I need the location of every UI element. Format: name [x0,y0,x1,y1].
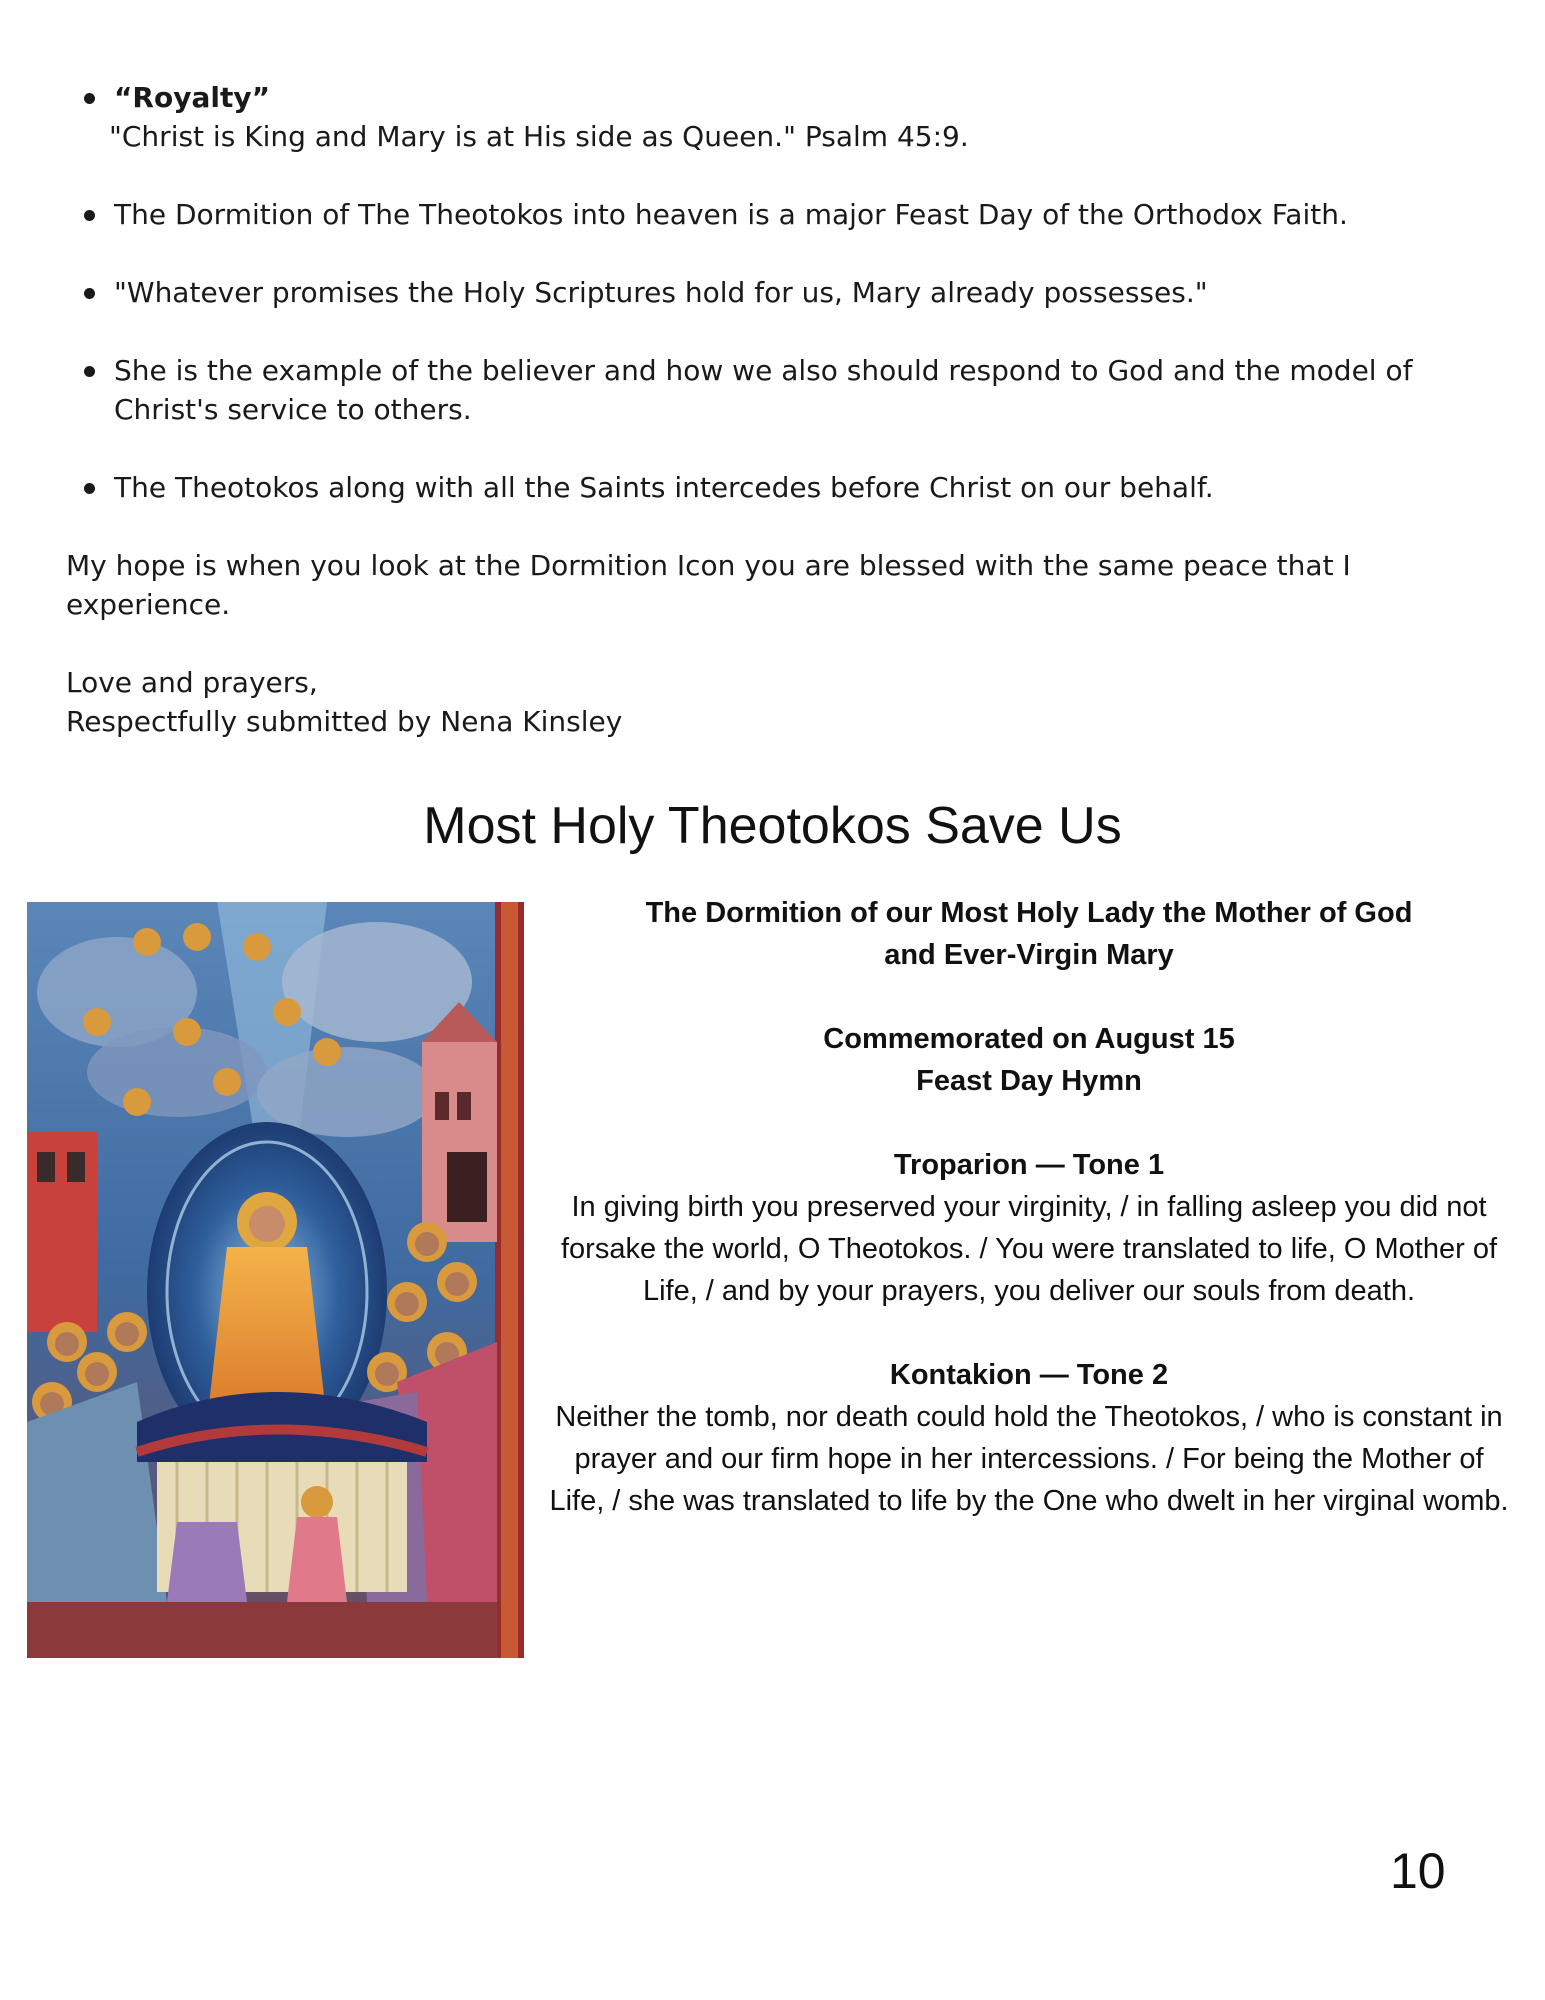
bullet-text: "Whatever promises the Holy Scriptures hold for us, Mary already possesses." [114,276,1208,309]
troparion-heading: Troparion — Tone 1 [893,1149,1165,1181]
bullet-text: She is the example of the believer and how we also should respond to God and the model of Christ's service to others. [114,354,1413,426]
bullet-dot [84,210,95,221]
bullet-dot [84,483,95,494]
bullet-text: The Theotokos along with all the Saints intercedes before Christ on our behalf. [114,471,1214,504]
bullet-dot [84,366,95,377]
page-number: 10 [1390,1843,1446,1899]
kontakion-text: Neither the tomb, nor death could hold the Theotokos, / who is constant in prayer and our firm hope in her intercessions. / For being the Mother of Life, / she was translated to life by the One who dwelt in her virginal womb. [549,1401,1509,1517]
troparion-text: In giving birth you preserved your virginity, / in falling asleep you did not forsake the world, O Theotokos. / You were translated to life, O Mother of Life, / and by your prayers, you deliver our souls from death. [560,1191,1497,1307]
hymn-title-line-2: and Ever-Virgin Mary [884,939,1174,971]
bullet-item [66,351,1506,429]
section-heading: Most Holy Theotokos Save Us [423,797,1122,855]
bullet-item-royalty [66,78,1506,156]
kontakion-heading: Kontakion — Tone 2 [889,1359,1169,1391]
dormition-icon-image [27,902,524,1658]
bullet-text: "Christ is King and Mary is at His side as Queen." Psalm 45:9. [109,120,969,153]
letter-body [66,78,1506,741]
bullet-title: “Royalty” [114,81,270,114]
signature-line-1: Love and prayers, [66,666,318,699]
commemorated-date: Commemorated on August 15 [823,1023,1235,1055]
signature-line-2: Respectfully submitted by Nena Kinsley [66,705,623,738]
hymn-section [548,892,1510,1522]
bullet-item [66,195,1506,234]
feast-day-hymn-label: Feast Day Hymn [916,1065,1142,1097]
bullet-dot [84,93,95,104]
signature [66,663,1506,741]
bullet-text: The Dormition of The Theotokos into heaven is a major Feast Day of the Orthodox Faith. [114,198,1348,231]
bullet-dot [84,288,95,299]
hymn-title-line-1: The Dormition of our Most Holy Lady the Mother of God [645,897,1413,929]
closing-paragraph: My hope is when you look at the Dormition Icon you are blessed with the same peace that I experience. [66,549,1351,621]
bullet-list [66,78,1506,507]
bullet-item [66,273,1506,312]
bullet-item [66,468,1506,507]
